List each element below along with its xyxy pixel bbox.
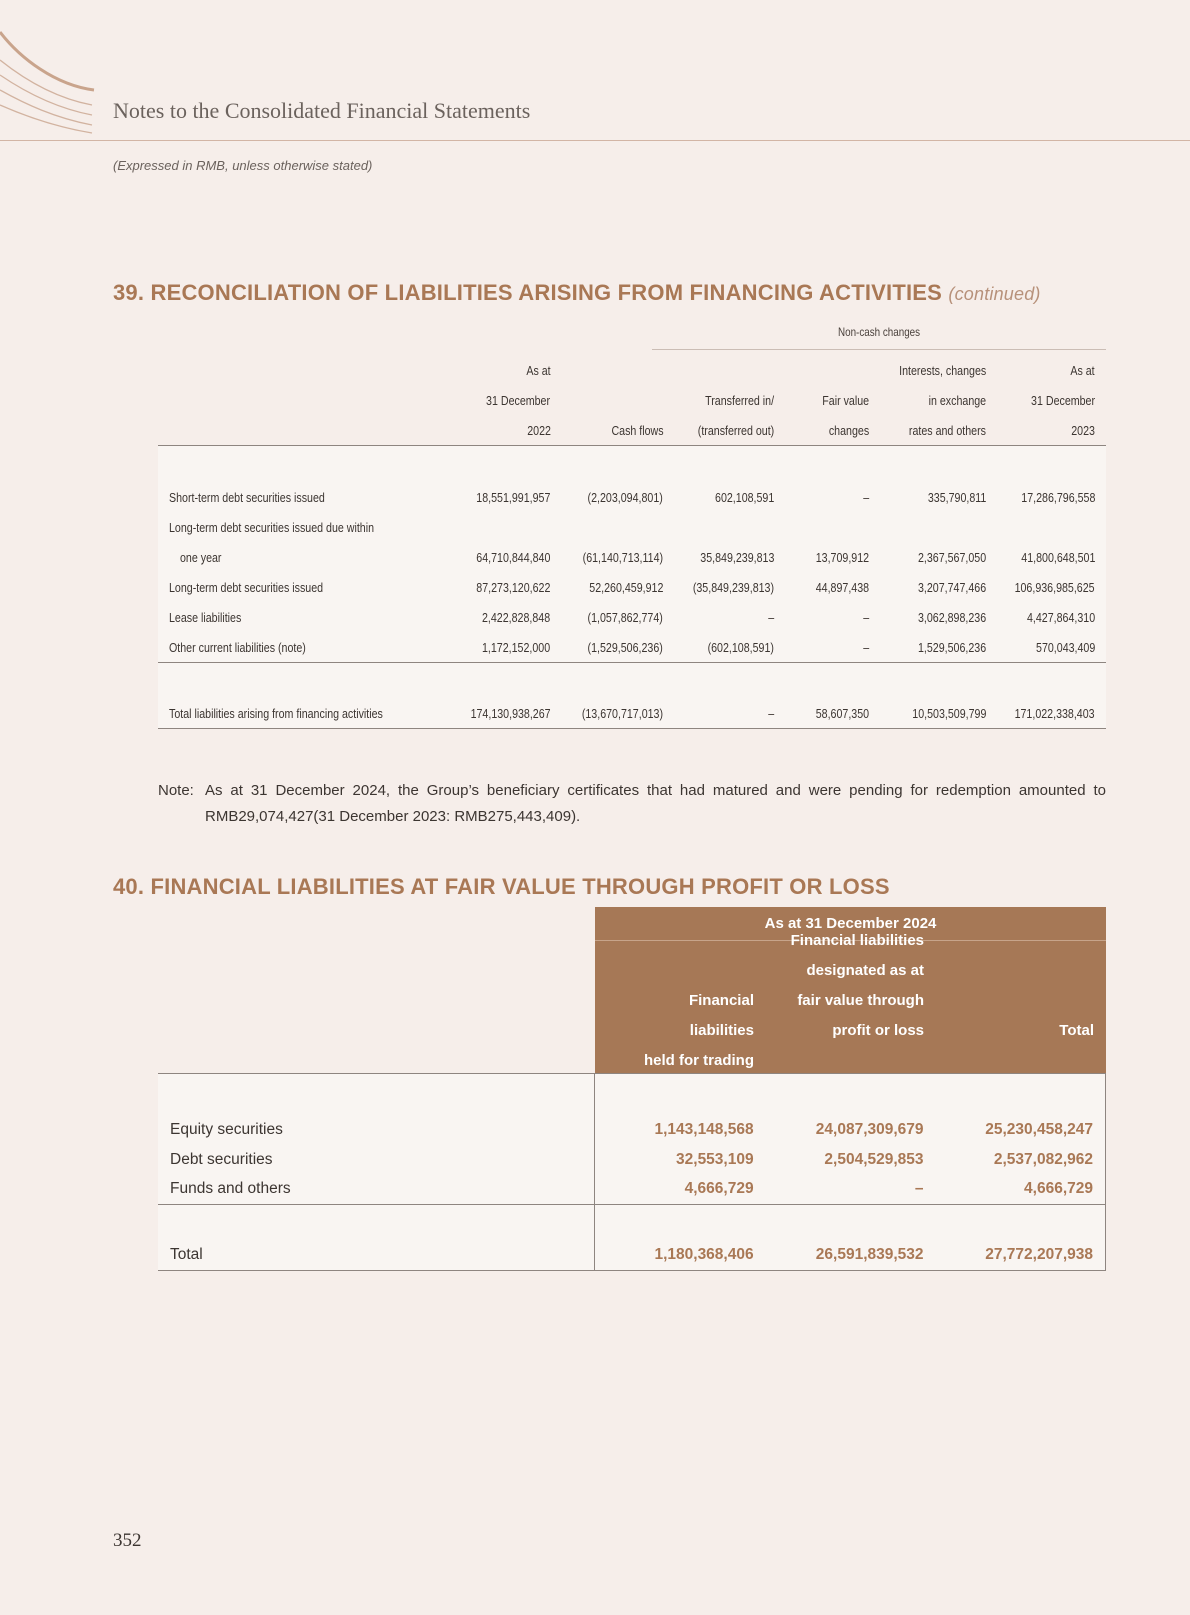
column-header-row: As at Interests, changes As at bbox=[526, 362, 1095, 378]
column-header-panel bbox=[595, 907, 1106, 1073]
column-header-held-for-trading: Financial liabilities held for trading bbox=[644, 992, 754, 1069]
note-text: As at 31 December 2024, the Group’s beneficiary certificates that had matured and were pending for redemption amounted to RMB29,074,427(31 December 2023: RMB275,443,409). bbox=[205, 782, 1106, 825]
table-row: Short-term debt securities issued 18,551,991,957 (2,203,094,801) 602,108,591 – 335,790,811 17,286,796,558 bbox=[169, 489, 1095, 505]
column-header-row: 31 December Transferred in/ Fair value in exchange 31 December bbox=[486, 392, 1095, 408]
column-header-total: Total bbox=[1059, 1022, 1094, 1039]
total-row: Total liabilities arising from financing activities 174,130,938,267 (13,670,717,013) – 58,607,350 10,503,509,799 171,022,338,403 bbox=[158, 698, 1106, 729]
page-title: Notes to the Consolidated Financial Statements bbox=[113, 98, 531, 123]
section-39-heading bbox=[113, 280, 1041, 306]
column-header-row: 2022 Cash flows (transferred out) changes rates and others 2023 bbox=[158, 415, 1106, 446]
total-row: Total 1,180,368,406 26,591,839,532 27,772,207,938 bbox=[158, 1241, 1106, 1271]
section-40-heading bbox=[113, 874, 890, 900]
table-row: Other current liabilities (note) 1,172,152,000 (1,529,506,236) (602,108,591) – 1,529,506,236 570,043,409 bbox=[158, 632, 1106, 663]
table-row: one year 64,710,844,840 (61,140,713,114) 35,849,239,813 13,709,912 2,367,567,050 41,800,648,501 bbox=[180, 549, 1095, 565]
header-divider bbox=[0, 140, 1190, 141]
page-number: 352 bbox=[113, 1530, 142, 1551]
section-40-title: FINANCIAL LIABILITIES AT FAIR VALUE THROUGH PROFIT OR LOSS bbox=[150, 874, 890, 899]
column-header-designated: Financial liabilities designated as at fair value through profit or loss bbox=[790, 932, 924, 1039]
section-39-title: RECONCILIATION OF LIABILITIES ARISING FROM FINANCING ACTIVITIES bbox=[150, 280, 943, 305]
note-label: Note: bbox=[158, 782, 194, 799]
group-header: As at 31 December 2024 bbox=[595, 907, 1106, 941]
decorative-arcs bbox=[0, 30, 100, 140]
table-row: Debt securities 32,553,109 2,504,529,853 2,537,082,962 bbox=[158, 1145, 1106, 1175]
table-row: Long-term debt securities issued 87,273,120,622 52,260,459,912 (35,849,239,813) 44,897,438 3,207,747,466 106,936,985,625 bbox=[169, 579, 1095, 595]
table-row: Equity securities 1,143,148,568 24,087,309,679 25,230,458,247 bbox=[158, 1115, 1106, 1145]
table-row: Long-term debt securities issued due within bbox=[169, 519, 375, 535]
section-39-number: 39. bbox=[113, 280, 145, 305]
continued-label: (continued) bbox=[948, 284, 1041, 304]
table-row: Lease liabilities 2,422,828,848 (1,057,862,774) – – 3,062,898,236 4,427,864,310 bbox=[169, 609, 1095, 625]
section-40-number: 40. bbox=[113, 874, 145, 899]
table-row: Funds and others 4,666,729 – 4,666,729 bbox=[158, 1175, 1106, 1205]
noncash-changes-header: Non-cash changes bbox=[652, 325, 1106, 350]
page-subtitle: (Expressed in RMB, unless otherwise stated) bbox=[113, 158, 373, 173]
